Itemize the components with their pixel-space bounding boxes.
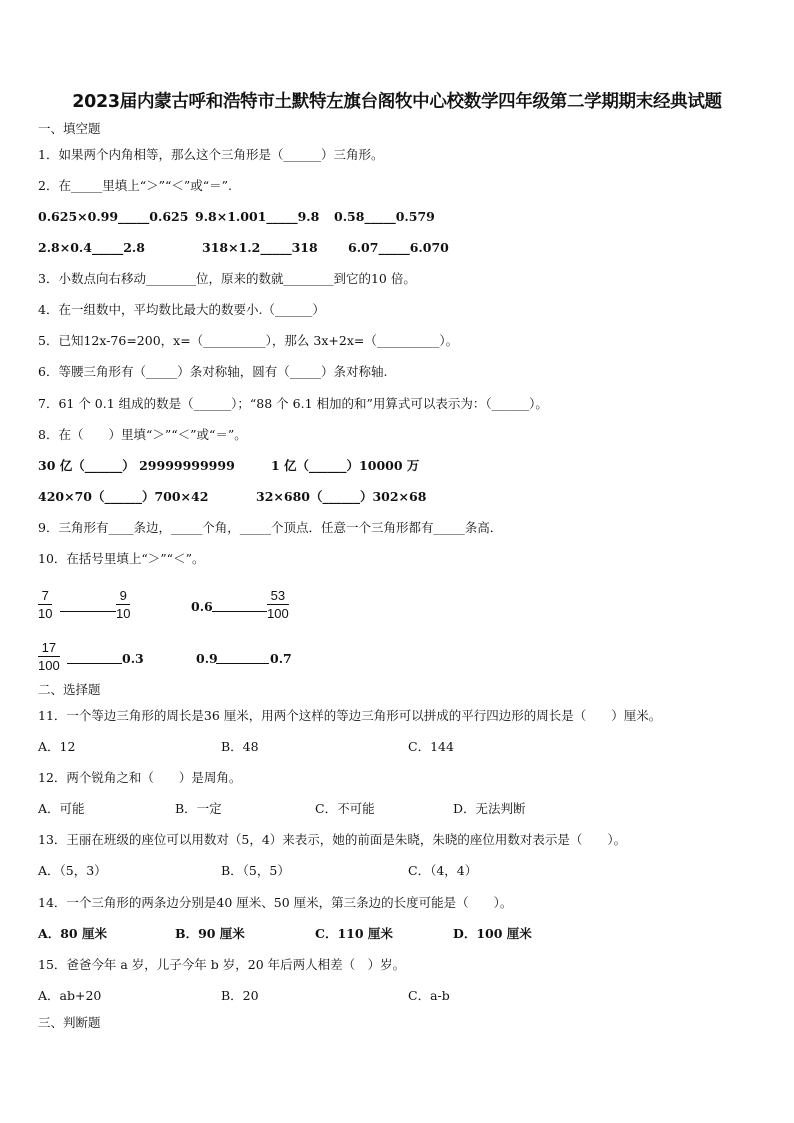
q2-item-1: 0.625×0.99_____0.625 [38,209,189,224]
decimal-0-9: 0.9 [196,651,218,666]
q2-item-5: 318×1.2_____318 [202,240,318,255]
answer-blank[interactable] [67,663,122,664]
section-heading-fill-in: 一、填空题 [38,121,101,136]
question-11: 11．一个等边三角形的周长是36 厘米，用两个这样的等边三角形可以拼成的平行四边形的周长是（ ）厘米。 [38,708,662,723]
decimal-0-3: 0.3 [122,651,144,666]
question-14: 14．一个三角形的两条边分别是40 厘米、50 厘米，第三条边的长度可能是（ ）。 [38,895,513,910]
option-c[interactable]: C．144 [408,739,454,754]
option-a[interactable]: A．（5，3） [38,863,107,878]
option-b[interactable]: B．（5，5） [221,863,290,878]
question-13: 13．王丽在班级的座位可以用数对（5，4）来表示，她的前面是朱晓，朱晓的座位用数对表示是（ ）。 [38,832,627,847]
q8-item-3: 420×70（______）700×42 [38,489,209,504]
question-10: 10．在括号里填上“＞”“＜”。 [38,551,205,566]
answer-blank[interactable] [60,611,116,612]
answer-blank[interactable] [212,611,267,612]
fraction-7-10: 7 10 [38,588,53,621]
page-title: 2023届内蒙古呼和浩特市土默特左旗台阁牧中心校数学四年级第二学期期末经典试题 [72,92,722,112]
option-b[interactable]: B．48 [221,739,259,754]
question-2: 2．在_____里填上“＞”“＜”或“＝”. [38,178,233,193]
question-1: 1．如果两个内角相等，那么这个三角形是（______）三角形。 [38,147,384,162]
decimal-0-7: 0.7 [270,651,292,666]
option-d[interactable]: D．100 厘米 [453,926,532,941]
option-a[interactable]: A．可能 [38,801,85,816]
section-heading-judge: 三、判断题 [38,1015,101,1030]
option-d[interactable]: D．无法判断 [453,801,526,816]
q8-item-2: 1 亿（______）10000 万 [271,458,420,473]
q2-item-3: 0.58_____0.579 [334,209,435,224]
option-b[interactable]: B．20 [221,988,259,1003]
question-8: 8．在（ ）里填“＞”“＜”或“＝”。 [38,427,247,442]
section-heading-choice: 二、选择题 [38,682,101,697]
question-3: 3．小数点向右移动________位，原来的数就________到它的10 倍。 [38,271,416,286]
q2-item-4: 2.8×0.4_____2.8 [38,240,145,255]
fraction-9-10: 9 10 [116,588,131,621]
question-5: 5．已知12x-76=200，x=（__________），那么 3x+2x=（__________）。 [38,333,459,348]
question-15: 15．爸爸今年 a 岁，儿子今年 b 岁，20 年后两人相差（ ）岁。 [38,957,406,972]
answer-blank[interactable] [216,663,269,664]
question-4: 4．在一组数中，平均数比最大的数要小.（______） [38,302,325,317]
q8-item-4: 32×680（______）302×68 [256,489,427,504]
option-c[interactable]: C．不可能 [315,801,375,816]
option-c[interactable]: C．a-b [408,988,450,1003]
question-9: 9．三角形有____条边，_____个角，_____个顶点．任意一个三角形都有_____条高． [38,520,503,535]
q2-item-6: 6.07_____6.070 [348,240,449,255]
decimal-0-6: 0.6 [191,599,213,614]
fraction-53-100: 53 100 [267,588,289,621]
question-6: 6．等腰三角形有（_____）条对称轴，圆有（_____）条对称轴. [38,364,388,379]
question-7: 7．61 个 0.1 组成的数是（______）；“88 个 6.1 相加的和”用算式可以表示为：（______）。 [38,396,548,411]
option-b[interactable]: B．一定 [175,801,222,816]
option-b[interactable]: B．90 厘米 [175,926,245,941]
option-c[interactable]: C．110 厘米 [315,926,393,941]
option-a[interactable]: A．12 [38,739,76,754]
option-c[interactable]: C．（4，4） [408,863,478,878]
option-a[interactable]: A．ab+20 [38,988,102,1003]
q8-item-1: 30 亿（______） 29999999999 [38,458,235,473]
fraction-17-100: 17 100 [38,640,60,673]
q2-item-2: 9.8×1.001_____9.8 [195,209,320,224]
option-a[interactable]: A．80 厘米 [38,926,107,941]
question-12: 12．两个锐角之和（ ）是周角。 [38,770,242,785]
